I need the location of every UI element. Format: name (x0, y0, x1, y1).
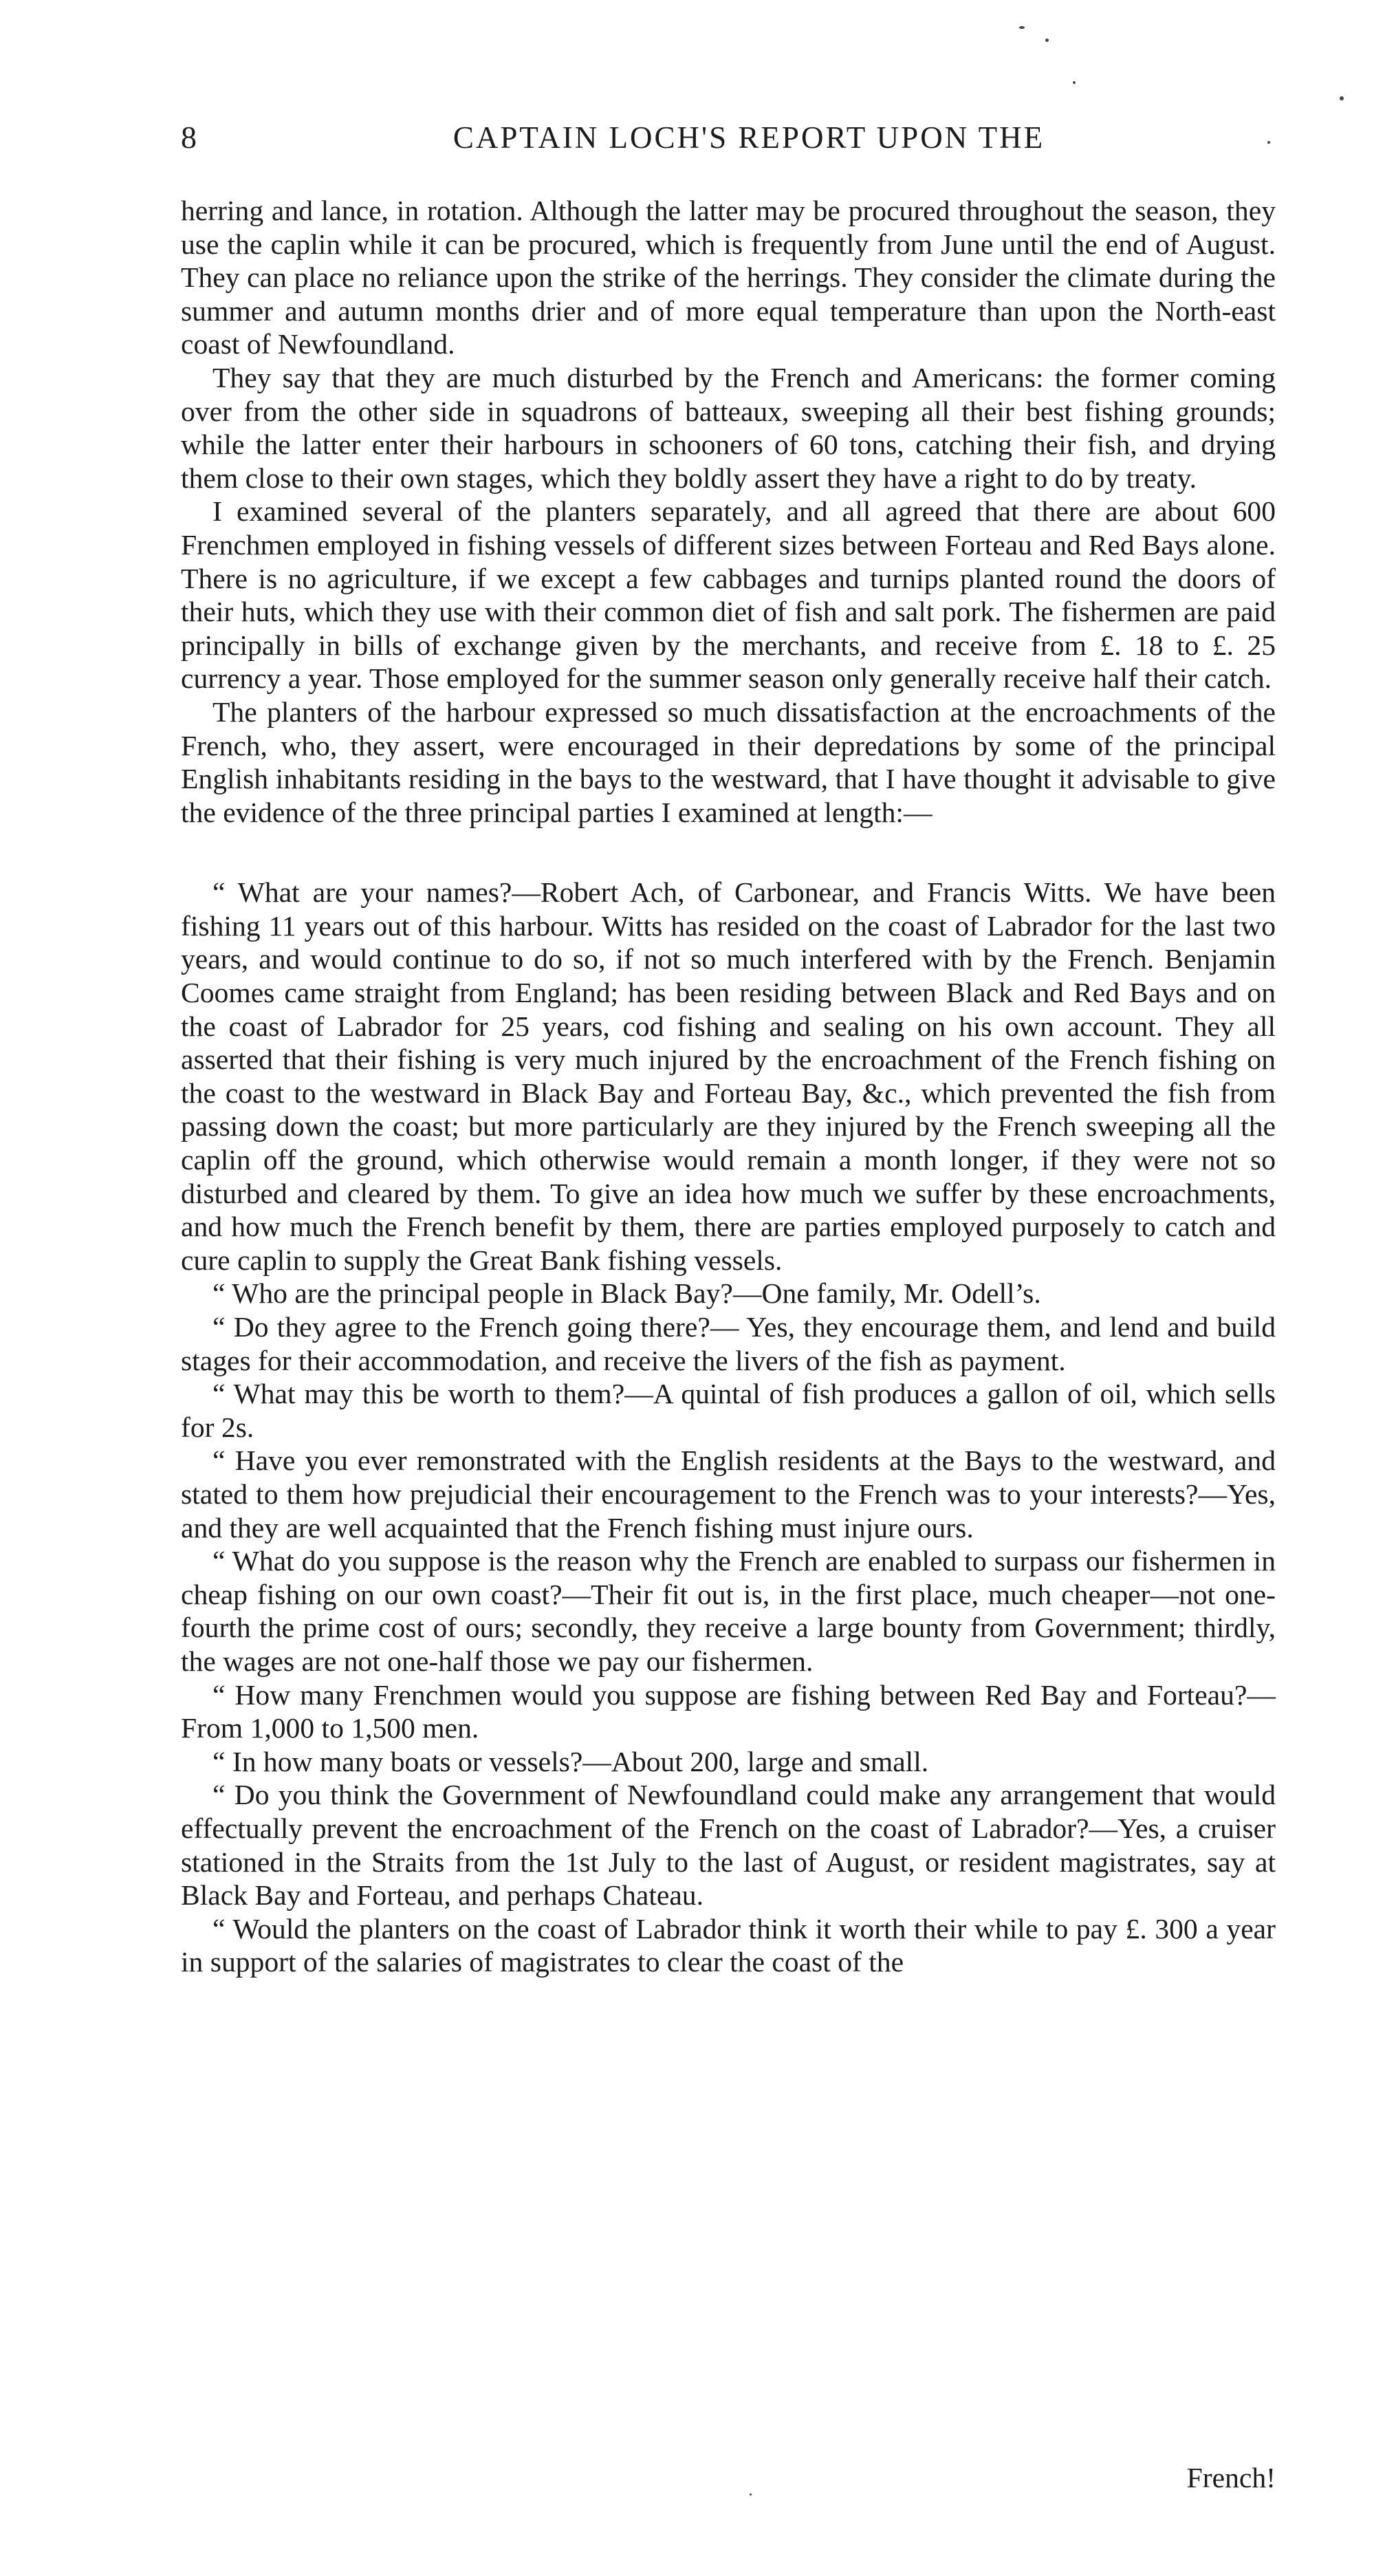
testimony-paragraph: “ Have you ever remonstrated with the English residents at the Bays to the westward, and stated to them how prejudicial their encouragement to the French was to your interests?—Yes, and they are well acquainted that the French fishing must injure ours. (181, 1444, 1276, 1544)
testimony-paragraph: “ Who are the principal people in Black Bay?—One family, Mr. Odell’s. (212, 1277, 1041, 1310)
scan-speck (1073, 81, 1076, 84)
body-text (181, 194, 1276, 1979)
testimony-paragraph: “ Do you think the Government of Newfoundland could make any arrangement that would effectually prevent the encroachment of the French on the coast of Labrador?—Yes, a cruiser stationed in the Straits from the 1st July to the last of August, or resident magistrates, say at Black Bay and Forteau, and perhaps Chateau. (181, 1779, 1276, 1912)
testimony-paragraph: “ What are your names?—Robert Ach, of Carbonear, and Francis Witts. We have been fishing 11 years out of this harbour. Witts has resided on the coast of Labrador for the last two years, and would continue to do so, if not so much interfered with by the French. Benjamin Coomes came straight from England; has been residing between Black and Red Bays and on the coast of Labrador for 25 years, cod fishing and sealing on his own account. They all asserted that their fishing is very much injured by the encroachment of the French fishing on the coast to the westward in Black Bay and Forteau Bay, &c., which prevented the fish from passing down the coast; but more particularly are they injured by the French sweeping all the caplin off the ground, which otherwise would remain a month longer, if they were not so disturbed and cleared by them. To give an idea how much we suffer by these encroachments, and how much the French benefit by them, there are parties employed purposely to catch and cure caplin to supply the Great Bank fishing vessels. (181, 876, 1276, 1276)
paragraph: I examined several of the planters separately, and all agreed that there are about 600 Frenchmen employed in fishing vessels of different sizes between Forteau and Red Bays alone. There is no agriculture, if we except a few cabbages and turnips planted round the doors of their huts, which they use with their common diet of fish and salt pork. The fishermen are paid principally in bills of exchange given by the merchants, and receive from £. 18 to £. 25 currency a year. Those employed for the summer season only generally receive half their catch. (181, 495, 1276, 695)
catchword: French! (1186, 2462, 1276, 2493)
scan-speck (750, 2493, 752, 2496)
scan-speck (1267, 141, 1270, 144)
scan-speck (1045, 39, 1049, 42)
scan-speck (1019, 26, 1025, 29)
section-gap (181, 829, 1276, 876)
testimony-paragraph: “ What may this be worth to them?—A quintal of fish produces a gallon of oil, which sells for 2s. (181, 1378, 1276, 1443)
testimony-paragraph: “ How many Frenchmen would you suppose are fishing between Red Bay and Forteau?—From 1,000 to 1,500 men. (181, 1678, 1276, 1744)
testimony-paragraph: “ In how many boats or vessels?—About 200, large and small. (212, 1745, 929, 1777)
scan-speck (1340, 96, 1344, 100)
testimony-paragraph: “ What do you suppose is the reason why the French are enabled to surpass our fishermen in cheap fishing on our own coast?—Their fit out is, in the first place, much cheaper—not one-fourth the prime cost of ours; secondly, they receive a large bounty from Government; thirdly, the wages are not one-half those we pay our fishermen. (181, 1545, 1276, 1677)
paragraph: The planters of the harbour expressed so much dissatisfaction at the encroachments of the French, who, they assert, were encouraged in their depredations by some of the principal English inhabitants residing in the bays to the westward, that I have thought it advisable to give the evidence of the three principal parties I examined at length:— (181, 695, 1276, 828)
testimony-paragraph: “ Would the planters on the coast of Labrador think it worth their while to pay £. 300 a year in support of the salaries of magistrates to clear the coast of the (181, 1912, 1276, 1978)
page-header (181, 117, 1276, 158)
running-title: CAPTAIN LOCH'S REPORT UPON THE (452, 120, 1045, 155)
testimony-paragraph: “ Do they agree to the French going there?— Yes, they encourage them, and lend and build stages for their accommodation, and receive the livers of the fish as payment. (181, 1311, 1276, 1376)
page-number: 8 (181, 120, 197, 155)
paragraph: They say that they are much disturbed by the French and Americans: the former coming over from the other side in squadrons of batteaux, sweeping all their best fishing grounds; while the latter enter their harbours in schooners of 60 tons, catching their fish, and drying them close to their own stages, which they boldly assert they have a right to do by treaty. (181, 361, 1276, 494)
paragraph: herring and lance, in rotation. Although the latter may be procured throughout the season, they use the caplin while it can be procured, which is frequently from June until the end of August. They can place no reliance upon the strike of the herrings. They consider the climate during the summer and autumn months drier and of more equal temperature than upon the North-east coast of Newfoundland. (181, 195, 1276, 360)
